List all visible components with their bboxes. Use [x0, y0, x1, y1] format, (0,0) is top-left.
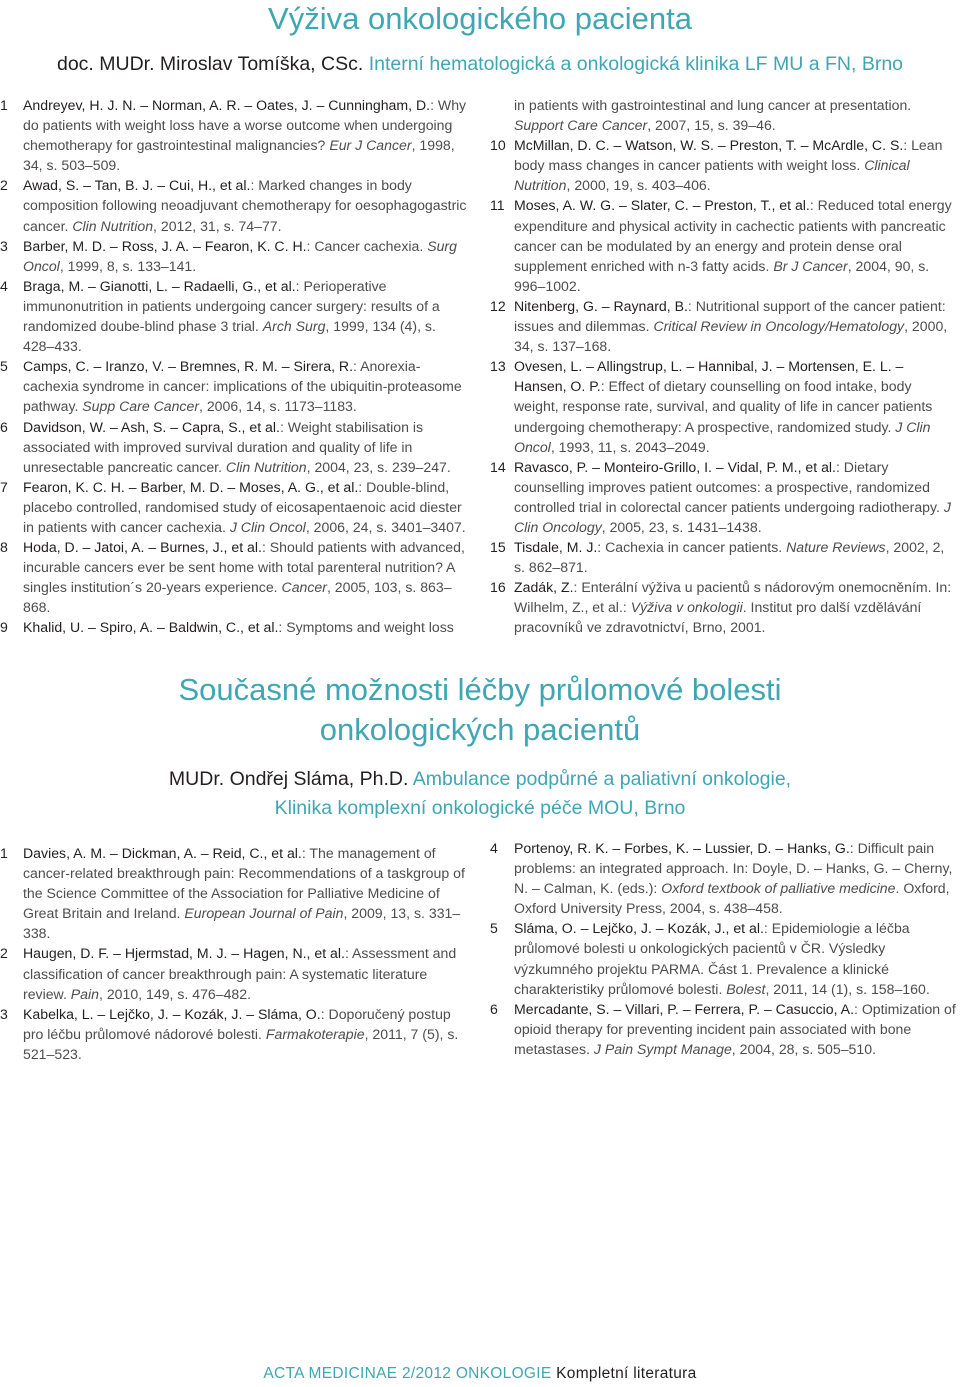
reference-title: : Doporučený postup pro léčbu průlomové nádorové bolesti. — [23, 1005, 451, 1042]
reference-details: , 1998, 34, s. 503–509. — [23, 137, 455, 174]
reference-details: , 2009, 13, s. 331–338. — [23, 905, 461, 942]
reference-number: 16 — [490, 579, 506, 596]
reference-journal: J Pain Sympt Manage — [593, 1040, 732, 1057]
reference-item — [0, 537, 470, 617]
reference-journal: Clin Nutrition — [225, 458, 307, 475]
section2-author-name: MUDr. Ondřej Sláma, Ph.D. — [168, 768, 409, 790]
reference-details: , 2006, 24, s. 3401–3407. — [305, 518, 466, 535]
reference-title: : Epidemiologie a léčba průlomové bolesti u onkologických pacientů v ČR. Výsledky výzkumného projektu PARMA. Část 1. Prevalence a klinické charakteristiky průlomové bolesti. — [514, 920, 910, 997]
reference-journal: Supp Care Cancer — [82, 398, 200, 415]
section1-references-left — [0, 95, 470, 638]
reference-title: : Should patients with advanced, incurable cancers ever be sent home with total parenteral nutrition? A singles institution´s 20-years experience. — [23, 539, 465, 596]
reference-title: : Anorexia-cachexia syndrome in cancer: implications of the ubiquitin-proteasome pathway. — [23, 358, 462, 415]
reference-authors: Davies, A. M. – Dickman, A. – Reid, C., et al. — [23, 845, 302, 861]
reference-details: , 2004, 90, s. 996–1002. — [514, 257, 930, 294]
reference-item — [0, 356, 470, 416]
reference-journal: Support Care Cancer — [514, 117, 648, 134]
reference-authors: Barber, M. D. – Ross, J. A. – Fearon, K. C. H. — [23, 237, 307, 254]
reference-journal: Clin Nutrition — [72, 217, 154, 234]
reference-number: 4 — [490, 840, 498, 856]
reference-item — [490, 999, 958, 1059]
reference-title: : Effect of dietary counselling on food intake, body weight, response rate, survival, and quality of life in cancer patients undergoing chemotherapy: A prospective, randomized study. — [514, 378, 933, 435]
section2-title-line2: onkologických pacientů — [319, 712, 641, 747]
reference-journal: Oxford textbook of palliative medicine — [661, 880, 896, 897]
reference-title: : Marked changes in body composition following neoadjuvant chemotherapy for oesophagogastric cancer. — [23, 177, 467, 234]
reference-item — [0, 843, 470, 943]
reference-title: : Enterální výživa u pacientů s nádorovým onemocněním. In: Wilhelm, Z., et al.: — [514, 579, 952, 616]
reference-item — [0, 477, 470, 537]
reference-details: , 2010, 149, s. 476–482. — [99, 985, 252, 1002]
reference-journal: Farmakoterapie — [265, 1025, 365, 1042]
reference-details: , 2011, 7 (5), s. 521–523. — [23, 1025, 459, 1062]
reference-title: in patients with gastrointestinal and lung cancer at presentation. — [514, 97, 912, 113]
reference-authors: McMillan, D. C. – Watson, W. S. – Preston, T. – McArdle, C. S. — [514, 137, 904, 154]
reference-journal: Eur J Cancer — [329, 137, 412, 154]
reference-item — [490, 918, 958, 998]
reference-authors: Portenoy, R. K. – Forbes, K. – Lussier, D. – Hanks, G. — [514, 840, 850, 856]
reference-item — [490, 537, 958, 577]
section2-affiliation-line1: Ambulance podpůrné a paliativní onkologie, — [412, 768, 792, 790]
reference-journal: Cancer — [281, 579, 327, 596]
section2-title-line1: Současné možnosti léčby průlomové bolesti — [178, 672, 782, 707]
reference-item — [490, 577, 958, 637]
section1-title: Výživa onkologického pacienta — [268, 1, 692, 36]
reference-journal: Br J Cancer — [773, 257, 848, 274]
reference-number: 15 — [490, 539, 506, 556]
reference-title: : Symptoms and weight loss — [278, 619, 454, 636]
page-footer — [0, 1364, 960, 1384]
reference-title: : Perioperative immunonutrition in patients undergoing cancer surgery: results of a randomized doube-blind phase 3 trial. — [23, 277, 440, 335]
reference-journal: J Clin Oncol — [229, 518, 306, 535]
reference-number: 8 — [0, 539, 8, 556]
reference-authors: Braga, M. – Gianotti, L. – Radaelli, G., et al. — [23, 277, 296, 294]
reference-authors: Haugen, D. F. – Hjermstad, M. J. – Hagen, N., et al. — [23, 945, 345, 962]
reference-title: : Why do patients with weight loss have a worse outcome when undergoing chemotherapy for gastrointestinal malignancies? — [23, 97, 467, 154]
reference-authors: Awad, S. – Tan, B. J. – Cui, H., et al. — [23, 177, 251, 194]
reference-number: 1 — [0, 97, 8, 113]
reference-title: : Lean body mass changes in cancer patients with weight loss. — [514, 137, 943, 174]
reference-title: : The management of cancer-related breakthrough pain: Recommendations of a taskgroup of the Science Committee of the Association for Palliative Medicine of Great Britain and Ireland. — [23, 845, 465, 922]
reference-journal: Surg Oncol — [23, 237, 457, 274]
reference-journal: Critical Review in Oncology/Hematology — [653, 318, 905, 335]
reference-number: 2 — [0, 945, 8, 962]
reference-title: : Nutritional support of the cancer patient: issues and dilemmas. — [514, 297, 946, 335]
reference-item — [490, 95, 958, 135]
footer-section: ONKOLOGIE — [455, 1365, 552, 1382]
reference-title: : Assessment and classification of cancer breakthrough pain: A systematic literature review. — [23, 945, 457, 1002]
footer-subsection: Kompletní literatura — [556, 1365, 697, 1382]
reference-number: 4 — [0, 277, 8, 294]
reference-item — [0, 617, 470, 637]
reference-details: , 2007, 15, s. 39–46. — [647, 117, 776, 134]
reference-number: 2 — [0, 177, 8, 194]
reference-journal: Bolest — [726, 980, 766, 997]
reference-authors: Moses, A. W. G. – Slater, C. – Preston, T., et al. — [514, 197, 810, 214]
reference-item — [0, 276, 470, 356]
reference-number: 3 — [0, 237, 8, 254]
reference-details: . Institut pro další vzdělávání pracovníků ve zdravotnictví, Brno, 2001. — [514, 599, 922, 636]
reference-journal: European Journal of Pain — [184, 905, 344, 922]
reference-title: : Dietary counselling improves patient outcomes: a prospective, randomized controlled trial in colorectal cancer patients undergoing radiotherapy. — [514, 458, 944, 515]
section1-author-name: doc. MUDr. Miroslav Tomíška, CSc. — [56, 53, 364, 75]
reference-journal: Clinical Nutrition — [514, 157, 910, 194]
reference-details: , 2000, 19, s. 403–406. — [566, 177, 711, 194]
reference-journal: J Clin Oncology — [514, 498, 951, 535]
reference-item — [0, 236, 470, 276]
reference-journal: Nature Reviews — [786, 539, 886, 556]
section2-author-block — [0, 765, 960, 823]
reference-details: , 2000, 34, s. 137–168. — [514, 318, 948, 355]
reference-authors: Ovesen, L. – Allingstrup, L. – Hannibal, J. – Mortensen, E. L. – Hansen, O. P. — [514, 358, 904, 395]
reference-authors: Sláma, O. – Lejčko, J. – Kozák, J., et al. — [514, 920, 764, 937]
reference-number: 1 — [0, 845, 8, 861]
reference-journal: Výživa v onkologii — [630, 599, 743, 616]
reference-number: 5 — [0, 358, 8, 375]
reference-authors: Zadák, Z. — [514, 579, 574, 596]
reference-details: , 1999, 134 (4), s. 428–433. — [23, 318, 436, 355]
reference-item — [490, 135, 958, 195]
reference-authors: Ravasco, P. – Monteiro-Grillo, I. – Vidal, P. M., et al. — [514, 458, 836, 475]
reference-details: , 2005, 23, s. 1431–1438. — [601, 518, 762, 535]
reference-title: : Cachexia in cancer patients. — [597, 539, 787, 556]
section2-references-right — [490, 838, 958, 1059]
reference-journal: Arch Surg — [262, 318, 326, 335]
reference-number: 9 — [0, 619, 8, 636]
reference-details: , 2004, 23, s. 239–247. — [306, 458, 451, 475]
reference-title: : Reduced total energy expenditure and physical activity in cachectic patients with pancreatic cancer can be modulated by an energy and protein dense oral supplement enriched with n-3 fatty acids. — [514, 197, 952, 274]
reference-authors: Hoda, D. – Jatoi, A. – Burnes, J., et al. — [23, 539, 262, 556]
reference-authors: Nitenberg, G. – Raynard, B. — [514, 297, 688, 314]
reference-number: 11 — [490, 197, 505, 214]
section2-affiliation-line2: Klinika komplexní onkologické péče MOU, Brno — [274, 797, 686, 819]
reference-item — [0, 95, 470, 175]
reference-authors: Khalid, U. – Spiro, A. – Baldwin, C., et al. — [23, 619, 279, 636]
reference-item — [0, 943, 470, 1003]
reference-number: 12 — [490, 297, 506, 314]
reference-details: , 2005, 103, s. 863–868. — [23, 579, 452, 616]
reference-authors: Davidson, W. – Ash, S. – Capra, S., et al. — [23, 418, 280, 435]
section1-author-line — [10, 52, 950, 76]
reference-details: , 2004, 28, s. 505–510. — [731, 1040, 876, 1057]
reference-title: : Weight stabilisation is associated with improved survival duration and quality of life in unresectable pancreatic cancer. — [23, 418, 424, 475]
reference-item — [490, 356, 958, 456]
reference-authors: Mercadante, S. – Villari, P. – Ferrera, P. – Casuccio, A. — [514, 1000, 854, 1017]
reference-details: , 2012, 31, s. 74–77. — [153, 217, 282, 234]
section2-references-left — [0, 843, 470, 1064]
reference-item — [490, 195, 958, 295]
reference-title: : Double-blind, placebo controlled, randomised study of eicosapentaenoic acid diester in patients with cancer cachexia. — [23, 478, 462, 535]
reference-title: : Cancer cachexia. — [306, 237, 428, 254]
reference-item — [0, 175, 470, 235]
reference-journal: J Clin Oncol — [514, 418, 931, 455]
reference-number: 6 — [490, 1000, 498, 1017]
reference-number: 10 — [490, 137, 506, 154]
reference-item — [490, 296, 958, 356]
section2-title — [0, 670, 960, 750]
reference-title: : Optimization of opioid therapy for preventing incident pain associated with bone metastases. — [514, 1000, 956, 1057]
reference-details: , 2002, 2, s. 862–871. — [514, 539, 945, 576]
reference-item — [490, 838, 958, 918]
reference-item — [0, 417, 470, 477]
reference-number: 3 — [0, 1005, 8, 1022]
footer-journal: ACTA MEDICINAE 2/2012 — [263, 1365, 452, 1382]
section1-references-right — [490, 95, 958, 638]
reference-authors: Fearon, K. C. H. – Barber, M. D. – Moses, A. G., et al. — [23, 478, 359, 495]
reference-title: : Difficult pain problems: an integrated approach. In: Doyle, D. – Hanks, G. – Cherny, N. – Calman, K. (eds.): — [514, 840, 953, 897]
reference-journal: Pain — [70, 985, 99, 1002]
reference-details: , 1999, 8, s. 133–141. — [59, 257, 197, 274]
reference-number: 14 — [490, 458, 506, 475]
reference-number: 13 — [490, 358, 506, 375]
reference-details: , 2006, 14, s. 1173–1183. — [199, 398, 357, 415]
reference-item — [0, 1004, 470, 1064]
reference-details: , 1993, 11, s. 2043–2049. — [550, 438, 710, 455]
reference-number: 5 — [490, 920, 498, 937]
section1-affiliation: Interní hematologická a onkologická klinika LF MU a FN, Brno — [368, 53, 904, 75]
reference-authors: Camps, C. – Iranzo, V. – Bremnes, R. M. – Sirera, R. — [23, 358, 354, 375]
reference-item — [490, 457, 958, 537]
reference-details: . Oxford, Oxford University Press, 2004, s. 438–458. — [514, 880, 950, 917]
reference-number: 6 — [0, 418, 8, 435]
reference-authors: Andreyev, H. J. N. – Norman, A. R. – Oates, J. – Cunningham, D. — [23, 97, 431, 113]
reference-number: 7 — [0, 478, 8, 495]
reference-authors: Kabelka, L. – Lejčko, J. – Kozák, J. – Sláma, O. — [23, 1005, 321, 1022]
reference-details: , 2011, 14 (1), s. 158–160. — [765, 980, 930, 997]
reference-authors: Tisdale, M. J. — [514, 539, 598, 556]
